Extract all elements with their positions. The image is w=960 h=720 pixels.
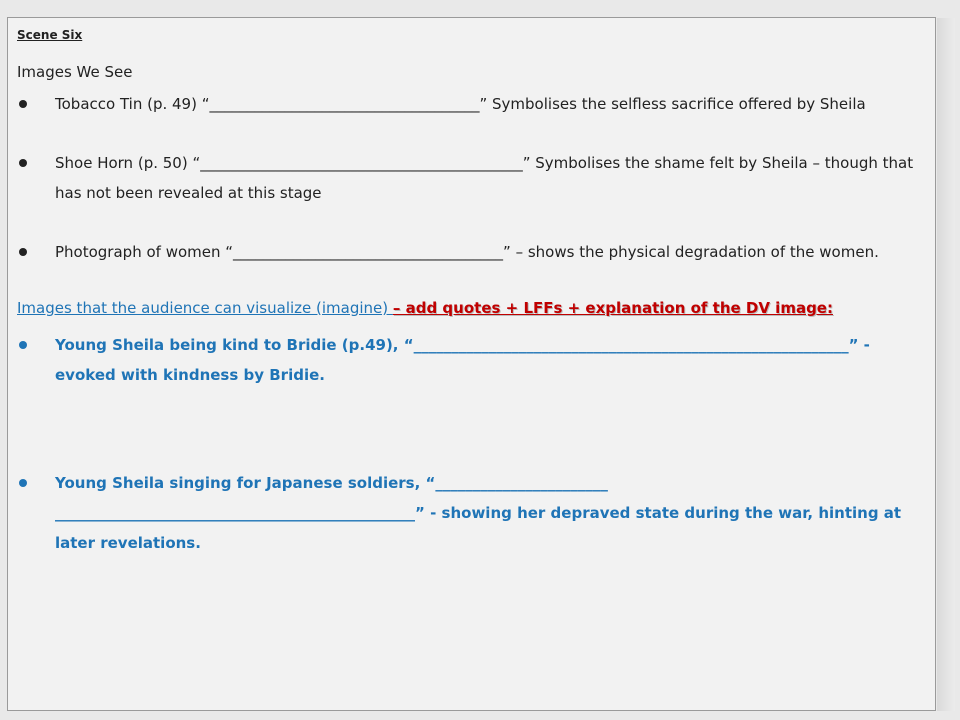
item-text-end: ” – shows the physical degradation of the women.: [503, 243, 879, 261]
list-item: [17, 89, 917, 119]
item-text-start: Young Sheila being kind to Bridie (p.49), “: [55, 336, 414, 354]
bullet-icon: [19, 100, 27, 108]
item-text-start: Shoe Horn (p. 50) “: [55, 154, 201, 172]
bullet-icon: [19, 159, 27, 167]
quote-blank: _______________________ ________________________________________________: [55, 474, 608, 522]
images-we-see-title: Images We See: [17, 63, 133, 81]
visualize-list: [17, 330, 917, 558]
visualize-title-red: – add quotes + LFFs + explanation of the DV image:: [392, 299, 833, 317]
visualize-section: [17, 296, 917, 558]
visualize-title: [17, 296, 917, 320]
quote-blank: ____________________________________: [233, 243, 504, 261]
bullet-icon: [19, 479, 27, 487]
item-text-end: ” Symbolises the selfless sacrifice offered by Sheila: [479, 95, 866, 113]
item-text-start: Tobacco Tin (p. 49) “: [55, 95, 210, 113]
item-text-end: ” - evoked with kindness by Bridie.: [55, 336, 870, 384]
list-item: [17, 237, 917, 267]
list-item: [17, 148, 917, 208]
list-item: [17, 330, 917, 390]
scene-title: Scene Six: [17, 28, 83, 42]
slide-shadow: [937, 18, 955, 711]
list-item: [17, 468, 917, 558]
slide-content: [17, 24, 917, 587]
visualize-title-blue: Images that the audience can visualize (imagine): [17, 299, 393, 317]
item-text-end: ” Symbolises the shame felt by Sheila – though that has not been revealed at this stage: [55, 154, 914, 202]
bullet-icon: [19, 341, 27, 349]
quote-blank: __________________________________________________________: [413, 336, 849, 354]
item-text-end: ” - showing her depraved state during the war, hinting at later revelations.: [55, 504, 902, 552]
item-text-start: Young Sheila singing for Japanese soldiers, “: [55, 474, 436, 492]
images-we-see-list: [17, 89, 917, 267]
item-text-start: Photograph of women “: [55, 243, 234, 261]
bullet-icon: [19, 248, 27, 256]
quote-blank: ___________________________________________: [200, 154, 523, 172]
quote-blank: ____________________________________: [209, 95, 480, 113]
